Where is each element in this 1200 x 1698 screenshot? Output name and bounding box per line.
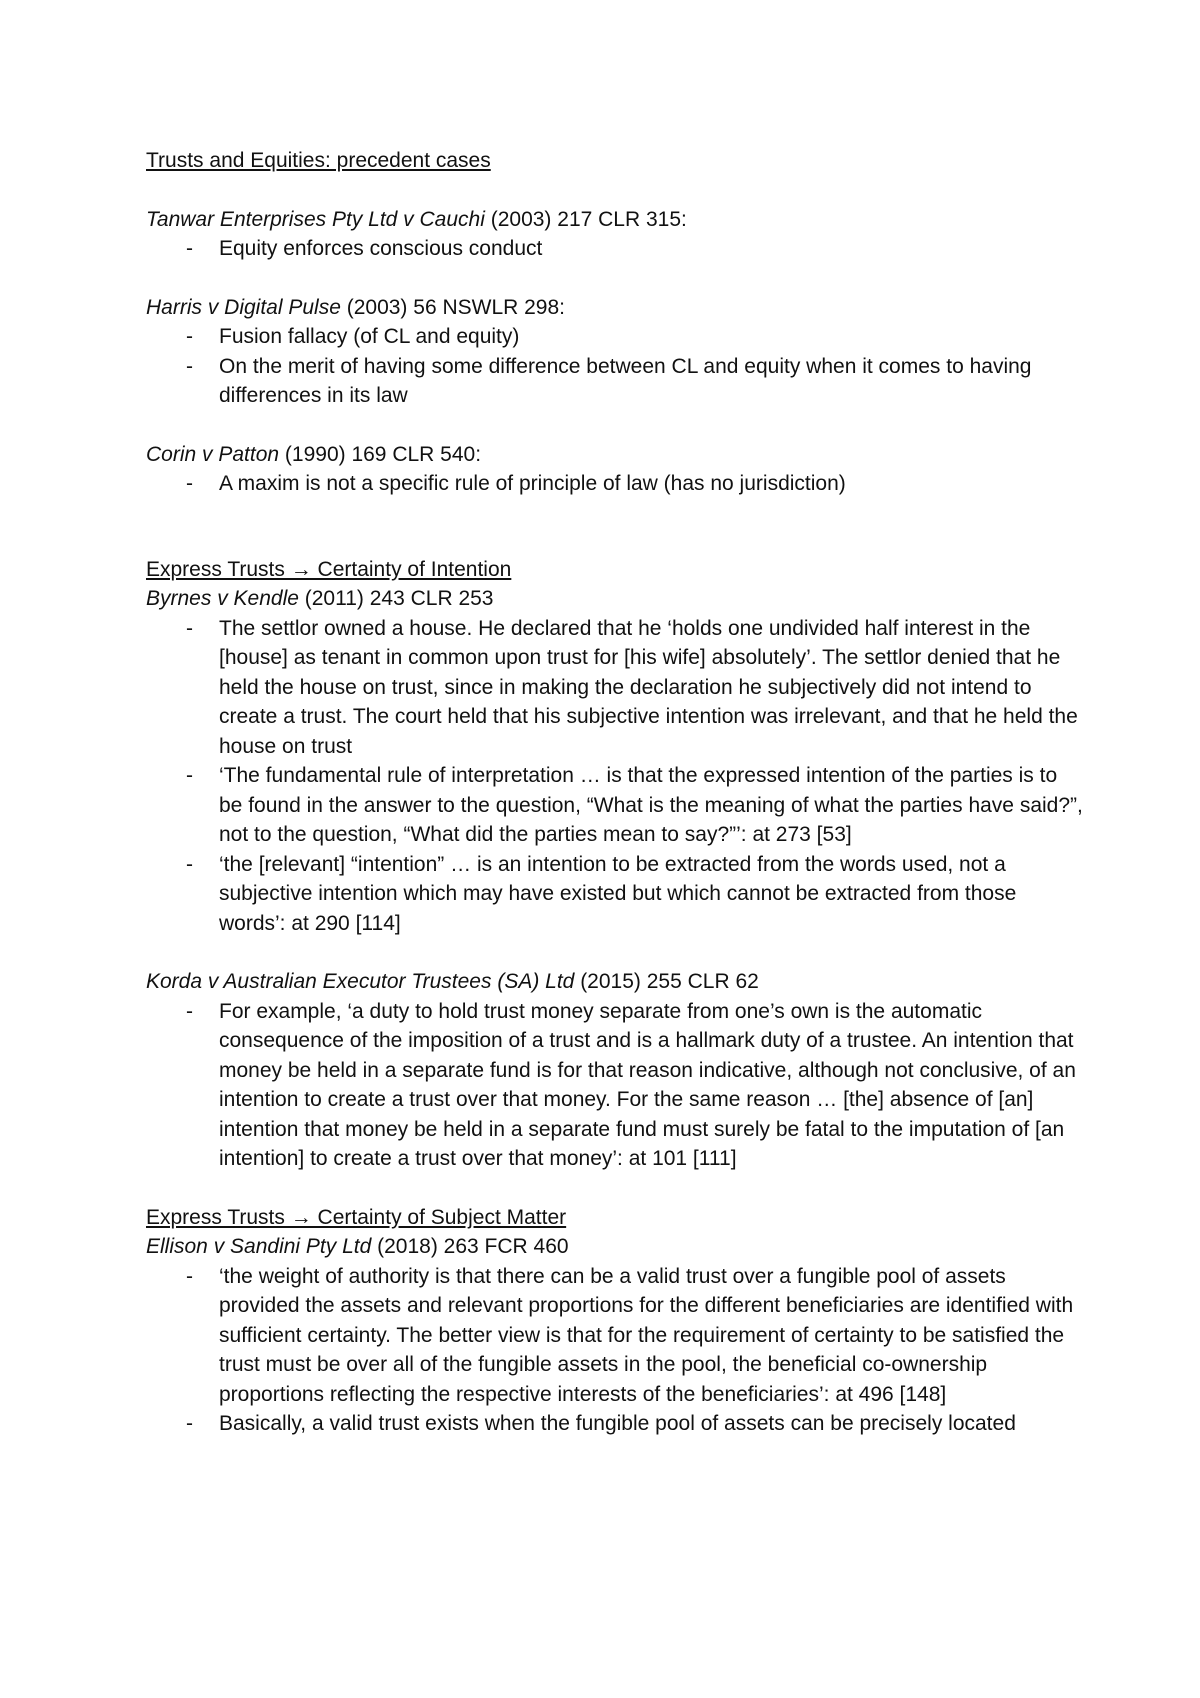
case-heading — [146, 205, 1086, 235]
case-name: Korda v Australian Executor Trustees (SA) Ltd — [146, 970, 575, 993]
case-name: Tanwar Enterprises Pty Ltd v Cauchi — [146, 207, 485, 231]
case-points — [146, 1262, 1086, 1439]
case-heading — [146, 967, 1086, 997]
case-name: Ellison v Sandini Pty Ltd — [146, 1235, 372, 1258]
document-page — [146, 146, 1086, 1439]
list-item: - ‘the [relevant] “intention” … is an intention to be extracted from the words used, not a subjective intention which may have existed but which cannot be extracted from those words’: at 290 [114] — [146, 850, 1086, 939]
case-citation: (2011) 243 CLR 253 — [298, 587, 494, 610]
case-points — [146, 322, 1086, 411]
case-heading — [146, 293, 1086, 323]
list-item: - Basically, a valid trust exists when the fungible pool of assets can be precisely located — [146, 1409, 1086, 1439]
list-item: - ‘The fundamental rule of interpretation … is that the expressed intention of the parties is to be found in the answer to the question, “What is the meaning of what the parties have said?”, not to the question, “What did the parties mean to say?”’: at 273 [53] — [146, 761, 1086, 850]
list-item: - A maxim is not a specific rule of principle of law (has no jurisdiction) — [146, 469, 1086, 499]
case-points — [146, 997, 1086, 1174]
case-points — [146, 614, 1086, 939]
list-item: - Equity enforces conscious conduct — [146, 234, 1086, 264]
list-item: - For example, ‘a duty to hold trust money separate from one’s own is the automatic consequence of the imposition of a trust and is a hallmark duty of a trustee. An intention that money be held in a separate fund is for that reason indicative, although not conclusive, of an intention to create a trust over that money. For the same reason … [the] absence of [an] intention that money be held in a separate fund must surely be fatal to the imputation of [an intention] to create a trust over that money’: at 101 [111] — [146, 997, 1086, 1174]
list-item: - On the merit of having some difference between CL and equity when it comes to having differences in its law — [146, 352, 1086, 411]
case-citation: (1990) 169 CLR 540: — [279, 442, 482, 466]
case-heading — [146, 1232, 1086, 1262]
case-citation: (2015) 255 CLR 62 — [574, 970, 759, 993]
case-name: Byrnes v Kendle — [146, 587, 299, 610]
list-item: - The settlor owned a house. He declared that he ‘holds one undivided half interest in the [house] as tenant in common upon trust for [his wife] absolutely’. The settlor denied that he held the house on trust, since in making the declaration he subjectively did not intend to create a trust. The court held that his subjective intention was irrelevant, and that he held the house on trust — [146, 614, 1086, 762]
list-item: - Fusion fallacy (of CL and equity) — [146, 322, 1086, 352]
case-name: Harris v Digital Pulse — [146, 295, 341, 319]
case-points — [146, 234, 1086, 264]
case-heading — [146, 440, 1086, 470]
document-title: Trusts and Equities: precedent cases — [146, 149, 491, 172]
case-citation: (2018) 263 FCR 460 — [371, 1235, 569, 1258]
case-name: Corin v Patton — [146, 442, 280, 466]
case-citation: (2003) 56 NSWLR 298: — [340, 295, 565, 319]
section-heading-subject-matter: Express Trusts → Certainty of Subject Matter — [146, 1205, 567, 1229]
section-heading-intention: Express Trusts → Certainty of Intention — [146, 557, 512, 581]
case-heading — [146, 584, 1086, 614]
case-citation: (2003) 217 CLR 315: — [484, 207, 687, 231]
case-points — [146, 469, 1086, 499]
list-item: - ‘the weight of authority is that there can be a valid trust over a fungible pool of assets provided the assets and relevant proportions for the different beneficiaries are identified with sufficient certainty. The better view is that for the requirement of certainty to be satisfied the trust must be over all of the fungible assets in the pool, the beneficial co-ownership proportions reflecting the respective interests of the beneficiaries’: at 496 [148] — [146, 1262, 1086, 1410]
